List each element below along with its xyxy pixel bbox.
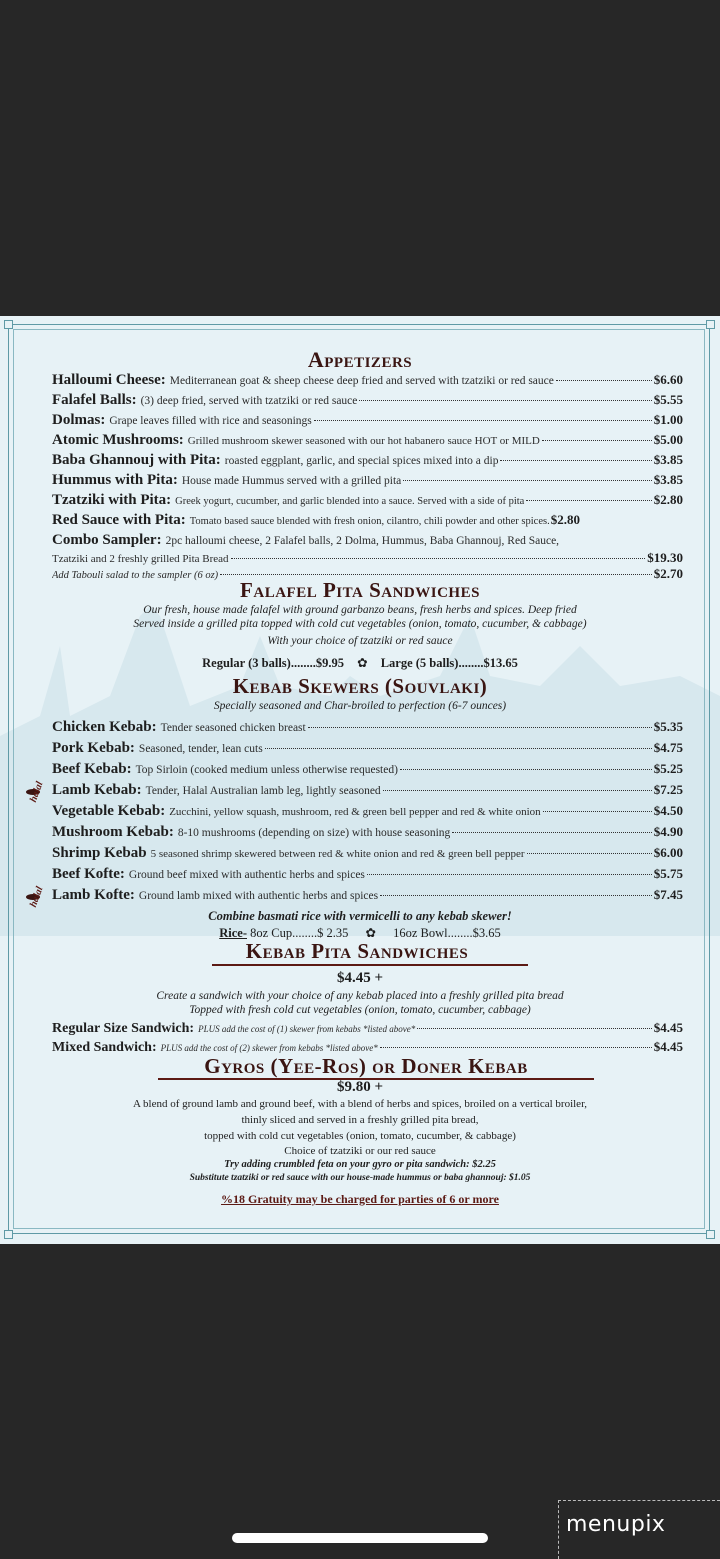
menu-item: [52, 532, 683, 552]
menu-item: [52, 512, 683, 532]
item-price: $6.00: [653, 845, 683, 860]
item-desc: Tender, Halal Australian lamb leg, lightly seasoned: [145, 785, 381, 797]
menu-item: [52, 719, 683, 739]
item-desc: PLUS add the cost of (2) skewer from kebabs *listed above*: [160, 1043, 378, 1053]
corner-ornament: [706, 1230, 715, 1239]
item-price: $4.45: [653, 1039, 683, 1054]
item-desc: Grape leaves filled with rice and seasonings: [109, 415, 312, 427]
item-price: $5.75: [653, 866, 683, 881]
item-desc: Tender seasoned chicken breast: [160, 722, 306, 734]
item-price: $6.60: [653, 372, 683, 387]
menu-item: [52, 803, 683, 823]
gyros-desc: Choice of tzatziki or our red sauce: [284, 1145, 436, 1157]
item-name: Dolmas:: [52, 412, 106, 428]
menu-item: [52, 392, 683, 412]
menu-item: [52, 472, 683, 492]
halal-badge: halal: [28, 780, 46, 804]
falafel-heading: Falafel Pita Sandwiches: [240, 578, 480, 602]
item-price: $3.85: [653, 472, 683, 487]
item-desc: Tzatziki and 2 freshly grilled Pita Bread: [52, 553, 229, 565]
item-price: $1.00: [653, 412, 683, 427]
item-name: Beef Kebab:: [52, 761, 132, 777]
menu-item: [52, 492, 683, 512]
menu-item: [52, 887, 683, 907]
kebab-pita-heading: Kebab Pita Sandwiches: [245, 939, 469, 963]
heading-underline: [212, 964, 528, 966]
item-price: $5.25: [653, 761, 683, 776]
item-name: Baba Ghannouj with Pita:: [52, 452, 221, 468]
item-name: Shrimp Kebab: [52, 845, 147, 861]
item-desc: Tomato based sauce blended with fresh onion, cilantro, chili powder and other spices.: [189, 516, 550, 527]
appetizers-heading: Appetizers: [307, 347, 413, 372]
item-desc: Add Tabouli salad to the sampler (6 oz): [52, 570, 219, 581]
menu-item: [52, 372, 683, 392]
rice-note: Combine basmati rice with vermicelli to any kebab skewer!: [208, 909, 512, 923]
item-name: Vegetable Kebab:: [52, 803, 166, 819]
item-price: $2.80: [653, 492, 683, 507]
kebab-subtitle: Specially seasoned and Char-broiled to perfection (6-7 ounces): [213, 700, 507, 712]
item-price: $4.90: [653, 824, 683, 839]
menu-item: [52, 412, 683, 432]
corner-ornament: [706, 320, 715, 329]
item-name: Lamb Kebab:: [52, 782, 142, 798]
item-price: $4.75: [653, 740, 683, 755]
gyros-desc: thinly sliced and served in a freshly grilled pita bread,: [241, 1114, 479, 1126]
falafel-desc: Served inside a grilled pita topped with cold cut vegetables (onion, tomato, cucumber, & cabbage): [133, 618, 587, 630]
item-price: $2.70: [653, 566, 683, 581]
item-desc: roasted eggplant, garlic, and special spices mixed into a dip: [224, 455, 499, 467]
falafel-desc: Our fresh, house made falafel with ground garbanzo beans, fresh herbs and spices. Deep fried: [143, 604, 577, 616]
item-desc: 5 seasoned shrimp skewered between red & white onion and red & green bell pepper: [150, 848, 525, 860]
item-desc: Ground beef mixed with authentic herbs and spices: [128, 869, 365, 881]
gratuity-note: %18 Gratuity may be charged for parties of 6 or more: [221, 1192, 499, 1206]
item-price: $5.35: [653, 719, 683, 734]
item-name: Halloumi Cheese:: [52, 372, 166, 388]
gyros-heading: Gyros (Yee-Ros) or Doner Kebab: [204, 1054, 528, 1078]
item-price: $4.50: [653, 803, 683, 818]
gyros-feta-note: Try adding crumbled feta on your gyro or pita sandwich: $2.25: [224, 1159, 496, 1170]
item-price: $7.45: [653, 887, 683, 902]
item-desc: House made Hummus served with a grilled pita: [181, 475, 402, 487]
item-desc: Grilled mushroom skewer seasoned with our hot habanero sauce HOT or MILD: [187, 435, 540, 447]
item-name: Chicken Kebab:: [52, 719, 157, 735]
item-price: $3.85: [653, 452, 683, 467]
item-desc: Zucchini, yellow squash, mushroom, red & green bell pepper and red & white onion: [169, 806, 541, 818]
falafel-prices: [0, 655, 720, 671]
item-name: Atomic Mushrooms:: [52, 432, 184, 448]
item-price: $7.25: [653, 782, 683, 797]
item-name: Combo Sampler:: [52, 532, 162, 548]
item-desc: 8-10 mushrooms (depending on size) with house seasoning: [177, 827, 451, 839]
item-name: Tzatziki with Pita:: [52, 492, 172, 508]
item-desc: Seasoned, tender, lean cuts: [138, 743, 263, 755]
item-price: $4.45: [653, 1020, 683, 1035]
item-desc: PLUS add the cost of (1) skewer from kebabs *listed above*: [198, 1024, 416, 1034]
item-name: Mushroom Kebab:: [52, 824, 174, 840]
item-desc: Greek yogurt, cucumber, and garlic blended into a sauce. Served with a side of pita: [175, 496, 525, 507]
falafel-desc: With your choice of tzatziki or red sauce: [267, 635, 453, 647]
gyros-price: $9.80 +: [336, 1079, 384, 1095]
item-name: Lamb Kofte:: [52, 887, 135, 903]
item-name: Pork Kebab:: [52, 740, 135, 756]
rice-bowl: 16oz Bowl........$3.65: [393, 926, 501, 940]
corner-ornament: [4, 1230, 13, 1239]
item-name: Mixed Sandwich:: [52, 1040, 157, 1055]
menu-item: [52, 432, 683, 452]
halal-badge: halal: [28, 885, 46, 909]
fleur-icon: ✿: [357, 656, 368, 670]
gyros-substitute-note: Substitute tzatziki or red sauce with our house-made hummus or baba ghannouj: $1.05: [189, 1173, 531, 1183]
corner-ornament: [4, 320, 13, 329]
item-name: Hummus with Pita:: [52, 472, 178, 488]
menu-page: [0, 316, 720, 1244]
item-price: $2.80: [550, 512, 580, 527]
menu-item: [52, 845, 683, 865]
rice-cup: 8oz Cup........$ 2.35: [250, 926, 349, 940]
fleur-icon: ✿: [365, 926, 376, 940]
menu-item: [52, 740, 683, 760]
item-name: Red Sauce with Pita:: [52, 512, 186, 528]
menu-item: [52, 782, 683, 802]
menu-item: [52, 452, 683, 472]
rice-label: Rice-: [219, 926, 247, 940]
watermark-logo: menupix: [566, 1512, 666, 1537]
item-desc: Mediterranean goat & sheep cheese deep fried and served with tzatziki or red sauce: [169, 375, 554, 387]
menu-item: [52, 824, 683, 844]
item-name: Beef Kofte:: [52, 866, 125, 882]
menu-item: [52, 1020, 683, 1040]
menu-item: [52, 866, 683, 886]
item-desc: Ground lamb mixed with authentic herbs and spices: [138, 890, 379, 902]
item-name: Falafel Balls:: [52, 392, 137, 408]
item-desc: 2pc halloumi cheese, 2 Falafel balls, 2 Dolma, Hummus, Baba Ghannouj, Red Sauce,: [165, 535, 560, 547]
item-desc: Top Sirloin (cooked medium unless otherwise requested): [135, 764, 398, 776]
kebab-pita-desc: Topped with fresh cold cut vegetables (onion, tomato, cucumber, cabbage): [189, 1004, 531, 1016]
gyros-desc: topped with cold cut vegetables (onion, tomato, cucumber, & cabbage): [204, 1130, 516, 1142]
item-price: $5.55: [653, 392, 683, 407]
kebab-pita-price: $4.45 +: [336, 970, 384, 986]
item-desc: (3) deep fried, served with tzatziki or red sauce: [140, 395, 358, 407]
item-price: $19.30: [647, 550, 683, 565]
menu-item: [52, 761, 683, 781]
falafel-regular: Regular (3 balls)........$9.95: [202, 656, 344, 670]
item-price: $5.00: [653, 432, 683, 447]
kebab-heading: Kebab Skewers (Souvlaki): [232, 674, 488, 698]
gyros-desc: A blend of ground lamb and ground beef, with a blend of herbs and spices, broiled on a vertical broiler,: [132, 1098, 588, 1110]
kebab-pita-desc: Create a sandwich with your choice of any kebab placed into a freshly grilled pita bread: [156, 990, 564, 1002]
item-name: Regular Size Sandwich:: [52, 1021, 195, 1036]
falafel-large: Large (5 balls)........$13.65: [380, 656, 518, 670]
home-indicator[interactable]: [232, 1533, 488, 1543]
